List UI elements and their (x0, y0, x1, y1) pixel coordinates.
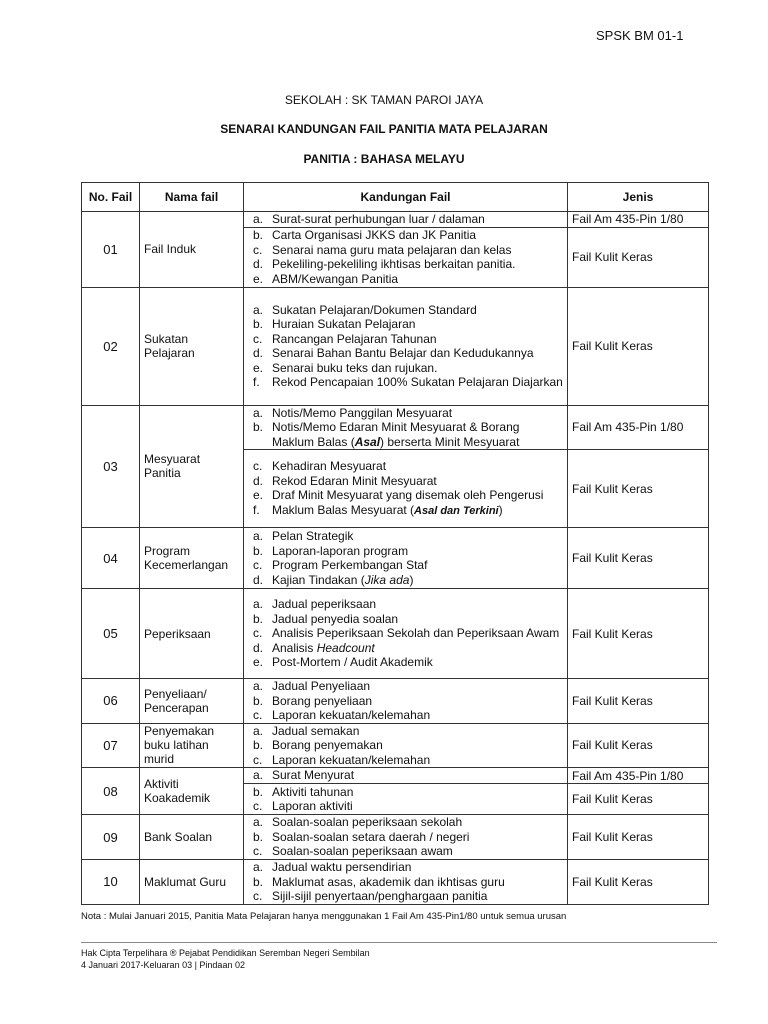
contents-item (248, 875, 563, 890)
contents-item (248, 753, 563, 768)
contents-list (248, 724, 563, 768)
contents-item (248, 243, 563, 258)
item-text-part: Rekod Edaran Minit Mesyuarat (272, 473, 437, 488)
contents-item (248, 641, 563, 656)
file-name: Program Kecemerlangan (140, 528, 244, 589)
contents-item (248, 626, 563, 641)
contents-list (248, 406, 563, 450)
contents-list (248, 860, 563, 904)
item-text-part: ) (498, 502, 503, 517)
file-number: 02 (82, 287, 140, 405)
file-type: Fail Kulit Keras (568, 723, 709, 768)
item-text-part: Draf Minit Mesyuarat yang disemak oleh Pengerusi (272, 488, 544, 502)
item-text-part: Surat-surat perhubungan luar / dalaman (272, 212, 485, 226)
item-letter: f. (253, 375, 260, 389)
item-text-part: Sijil-sijil penyertaan/penghargaan panitia (272, 889, 488, 903)
item-text (272, 875, 563, 890)
item-text (272, 889, 563, 904)
table-row (82, 287, 709, 405)
contents-item (248, 558, 563, 573)
item-text (272, 212, 563, 227)
file-contents-cell (244, 405, 568, 450)
file-contents-cell (244, 679, 568, 724)
item-text-part: Rekod Pencapaian 100% Sukatan Pelajaran Diajarkan (272, 375, 563, 389)
item-letter: c. (253, 844, 263, 859)
contents-item (248, 799, 563, 814)
item-text (272, 844, 563, 859)
item-text-part: Analisis (272, 640, 317, 655)
item-letter: a. (253, 860, 264, 874)
contents-item (248, 738, 563, 753)
item-text (272, 738, 563, 753)
contents-item (248, 529, 563, 544)
contents-item (248, 474, 563, 489)
item-text-part: Program Perkembangan Staf (272, 558, 428, 572)
file-number: 03 (82, 405, 140, 528)
item-letter: a. (253, 529, 264, 543)
file-contents-cell (244, 450, 568, 528)
file-contents-cell (244, 784, 568, 815)
contents-item (248, 860, 563, 875)
item-text-part: ) (409, 572, 414, 587)
item-letter: c. (253, 626, 263, 641)
item-letter: a. (253, 212, 264, 226)
item-text-part: Soalan-soalan peperiksaan awam (272, 844, 453, 859)
item-text-part: Jadual Penyeliaan (272, 679, 371, 693)
item-text-part: Analisis Peperiksaan Sekolah dan Peperiksaan Awam (272, 626, 560, 641)
item-text-part: Surat Menyurat (272, 768, 355, 783)
item-text (272, 785, 563, 800)
item-text-part: Jadual penyedia soalan (272, 611, 399, 626)
item-letter: b. (253, 317, 264, 331)
table-row (82, 405, 709, 450)
contents-item (248, 785, 563, 800)
contents-list (248, 228, 563, 286)
table-row (82, 528, 709, 589)
file-contents-cell (244, 723, 568, 768)
item-text-part: Laporan-laporan program (272, 543, 409, 558)
item-text (272, 228, 563, 243)
item-text-part: Laporan aktiviti (272, 799, 353, 813)
item-text (272, 474, 563, 489)
contents-item (248, 655, 563, 670)
contents-item (248, 406, 563, 421)
contents-item (248, 708, 563, 723)
item-text-part: Kajian Tindakan ( (272, 572, 365, 587)
file-number: 01 (82, 212, 140, 288)
item-text (272, 243, 563, 258)
item-text-part: Rancangan Pelajaran Tahunan (272, 331, 437, 346)
file-type: Fail Kulit Keras (568, 815, 709, 860)
contents-item (248, 257, 563, 272)
item-text (272, 257, 563, 272)
item-letter: d. (253, 572, 264, 587)
item-text (272, 655, 563, 670)
item-text-part: Jadual semakan (272, 723, 360, 738)
issue-text: 4 Januari 2017-Keluaran 03 | Pindaan 02 (81, 960, 245, 970)
header-jenis: Jenis (568, 183, 709, 212)
table-body (82, 212, 709, 905)
contents-item (248, 503, 563, 519)
contents-item (248, 375, 563, 390)
contents-item (248, 768, 563, 783)
file-number: 04 (82, 528, 140, 589)
item-text-part: Soalan-soalan setara daerah / negeri (272, 829, 470, 844)
item-letter: b. (253, 874, 264, 889)
item-letter: b. (253, 738, 264, 752)
contents-list (248, 529, 563, 587)
item-letter: a. (253, 597, 264, 612)
file-type: Fail Kulit Keras (568, 287, 709, 405)
contents-item (248, 272, 563, 287)
item-text (272, 361, 563, 376)
file-type: Fail Kulit Keras (568, 679, 709, 724)
contents-item (248, 815, 563, 830)
file-type: Fail Kulit Keras (568, 450, 709, 528)
item-letter: c. (253, 752, 263, 767)
item-text (272, 488, 563, 503)
item-text (272, 708, 563, 723)
item-text (272, 612, 563, 627)
file-name: Aktiviti Koakademik (140, 768, 244, 815)
file-name: Penyeliaan/ Pencerapan (140, 679, 244, 724)
contents-item (248, 889, 563, 904)
item-text (272, 459, 563, 474)
item-letter: c. (253, 799, 263, 813)
item-letter: e. (253, 360, 264, 375)
item-letter: b. (253, 693, 264, 708)
item-letter: b. (253, 611, 264, 626)
file-type: Fail Am 435-Pin 1/80 (568, 405, 709, 450)
item-text-part: Carta Organisasi JKKS dan JK Panitia (272, 228, 477, 242)
item-text-part: ABM/Kewangan Panitia (272, 271, 399, 286)
item-text (272, 799, 563, 814)
file-contents-cell (244, 768, 568, 784)
contents-list (248, 459, 563, 518)
contents-list (248, 303, 563, 390)
contents-list (248, 785, 563, 814)
item-text-part: Soalan-soalan peperiksaan sekolah (272, 815, 463, 830)
header-nama-fail: Nama fail (140, 183, 244, 212)
item-letter: a. (253, 815, 264, 830)
file-number: 05 (82, 589, 140, 679)
contents-list (248, 679, 563, 723)
file-type: Fail Am 435-Pin 1/80 (568, 212, 709, 228)
item-text-part: Aktiviti tahunan (272, 784, 354, 799)
file-type: Fail Am 435-Pin 1/80 (568, 768, 709, 784)
contents-item (248, 612, 563, 627)
file-contents-cell (244, 589, 568, 679)
contents-item (248, 228, 563, 243)
footer (81, 947, 370, 971)
item-letter: e. (253, 655, 264, 670)
item-text (272, 303, 563, 318)
item-italic: Jika ada (364, 572, 410, 587)
file-type: Fail Kulit Keras (568, 528, 709, 589)
item-letter: c. (253, 459, 263, 473)
item-letter: e. (253, 488, 264, 502)
table-row (82, 679, 709, 724)
item-text-part: Sukatan Pelajaran/Dokumen Standard (272, 302, 477, 317)
item-text-part: Borang penyeliaan (272, 693, 373, 708)
document-code: SPSK BM 01-1 (596, 28, 684, 43)
contents-item (248, 317, 563, 332)
item-text (272, 626, 563, 641)
table-row (82, 768, 709, 784)
item-text (272, 641, 563, 656)
item-text (272, 573, 563, 588)
school-name: SEKOLAH : SK TAMAN PAROI JAYA (284, 93, 484, 107)
file-name: Sukatan Pelajaran (140, 287, 244, 405)
item-letter: d. (253, 473, 264, 488)
item-text-part: Laporan kekuatan/kelemahan (272, 752, 431, 767)
item-emphasis: Asal dan Terkini (414, 504, 499, 517)
item-letter: a. (253, 723, 264, 738)
file-type: Fail Kulit Keras (568, 784, 709, 815)
item-text (272, 346, 563, 361)
contents-item (248, 724, 563, 739)
item-text (272, 317, 563, 332)
item-letter: b. (253, 784, 264, 799)
contents-item (248, 346, 563, 361)
item-text (272, 694, 563, 709)
item-text (272, 558, 563, 573)
contents-list (248, 768, 563, 783)
item-letter: a. (253, 405, 264, 420)
item-text-part: Jadual waktu persendirian (272, 860, 412, 874)
contents-list (248, 815, 563, 859)
header-no-fail: No. Fail (82, 183, 140, 212)
contents-list (248, 212, 563, 227)
file-contents-cell (244, 815, 568, 860)
item-letter: c. (253, 242, 263, 257)
item-text (272, 679, 563, 694)
contents-item (248, 830, 563, 845)
file-name: Bank Soalan (140, 815, 244, 860)
contents-item (248, 488, 563, 503)
contents-item (248, 420, 563, 449)
item-letter: c. (253, 331, 263, 346)
item-letter: b. (253, 228, 264, 242)
file-type: Fail Kulit Keras (568, 227, 709, 287)
file-name: Penyemakan buku latihan murid (140, 723, 244, 768)
item-text-part: Maklum Balas Mesyuarat ( (272, 502, 415, 517)
file-name: Maklumat Guru (140, 860, 244, 905)
item-text-part: ) berserta Minit Mesyuarat (380, 434, 520, 449)
table-row (82, 212, 709, 228)
document-title: SENARAI KANDUNGAN FAIL PANITIA MATA PELAJARAN (220, 122, 548, 136)
item-emphasis: Asal (354, 434, 381, 449)
item-text-part: Jadual peperiksaan (272, 597, 377, 612)
item-text (272, 860, 563, 875)
item-text-part: Post-Mortem / Audit Akademik (272, 655, 433, 670)
item-letter: e. (253, 271, 264, 286)
item-text-part: Senarai buku teks dan rujukan. (272, 360, 438, 375)
item-text-part: Notis/Memo Edaran Minit Mesyuarat & Borang Maklum Balas ( (272, 420, 520, 449)
file-name: Mesyuarat Panitia (140, 405, 244, 528)
item-letter: b. (253, 543, 264, 558)
item-text-part: Borang penyemakan (272, 738, 383, 752)
item-text (272, 768, 563, 783)
file-name: Fail Induk (140, 212, 244, 288)
item-text-part: Laporan kekuatan/kelemahan (272, 708, 431, 722)
file-name: Peperiksaan (140, 589, 244, 679)
item-text (272, 830, 563, 845)
item-text (272, 815, 563, 830)
item-letter: d. (253, 640, 264, 655)
item-letter: a. (253, 768, 264, 783)
file-type: Fail Kulit Keras (568, 589, 709, 679)
item-text-part: Senarai Bahan Bantu Belajar dan Kedudukannya (272, 346, 534, 360)
copyright-text: Hak Cipta Terpelihara ® Pejabat Pendidikan Seremban Negeri Sembilan (81, 948, 370, 958)
contents-item (248, 212, 563, 227)
table-header-row (82, 183, 709, 212)
item-text (272, 332, 563, 347)
item-letter: b. (253, 420, 264, 434)
item-letter: d. (253, 346, 264, 360)
item-text (272, 406, 563, 421)
contents-item (248, 573, 563, 588)
item-italic: Headcount (316, 640, 375, 655)
contents-item (248, 303, 563, 318)
file-type: Fail Kulit Keras (568, 860, 709, 905)
item-text-part: Pekeliling-pekeliling ikhtisas berkaitan panitia. (272, 257, 516, 271)
file-contents-cell (244, 212, 568, 228)
table-row (82, 860, 709, 905)
item-text-part: Notis/Memo Panggilan Mesyuarat (272, 405, 453, 420)
footnote: Nota : Mulai Januari 2015, Panitia Mata Pelajaran hanya menggunakan 1 Fail Am 435-Pin1/80 untuk semua urusan (81, 911, 567, 922)
file-number: 07 (82, 723, 140, 768)
item-text (272, 529, 563, 544)
item-letter: f. (253, 502, 260, 517)
item-text (272, 597, 563, 612)
contents-item (248, 844, 563, 859)
file-number: 06 (82, 679, 140, 724)
header-kandungan-fail: Kandungan Fail (244, 183, 568, 212)
file-contents-cell (244, 528, 568, 589)
item-letter: d. (253, 257, 264, 271)
contents-list (248, 597, 563, 670)
item-text-part: Senarai nama guru mata pelajaran dan kelas (272, 242, 512, 257)
item-text (272, 420, 563, 449)
contents-item (248, 361, 563, 376)
table-row (82, 723, 709, 768)
table-row (82, 589, 709, 679)
item-text (272, 544, 563, 559)
footer-divider (81, 942, 717, 943)
item-text (272, 503, 563, 519)
item-letter: c. (253, 889, 263, 903)
item-text-part: Pelan Strategik (272, 529, 354, 543)
item-text-part: Huraian Sukatan Pelajaran (272, 317, 416, 331)
item-text-part: Maklumat asas, akademik dan ikhtisas guru (272, 874, 505, 889)
item-text (272, 375, 563, 390)
item-text (272, 272, 563, 287)
item-letter: a. (253, 302, 264, 317)
file-number: 08 (82, 768, 140, 815)
file-number: 09 (82, 815, 140, 860)
file-contents-cell (244, 287, 568, 405)
table-row (82, 815, 709, 860)
file-contents-cell (244, 227, 568, 287)
panel-name: PANITIA : BAHASA MELAYU (303, 152, 465, 166)
contents-item (248, 679, 563, 694)
contents-item (248, 544, 563, 559)
file-contents-cell (244, 860, 568, 905)
item-letter: c. (253, 708, 263, 722)
contents-item (248, 459, 563, 474)
item-text (272, 724, 563, 739)
contents-item (248, 597, 563, 612)
item-letter: c. (253, 558, 263, 572)
item-text-part: Kehadiran Mesyuarat (272, 459, 387, 473)
file-number: 10 (82, 860, 140, 905)
item-letter: b. (253, 829, 264, 844)
item-letter: a. (253, 679, 264, 693)
contents-item (248, 694, 563, 709)
file-contents-table (81, 182, 708, 905)
item-text (272, 753, 563, 768)
contents-item (248, 332, 563, 347)
